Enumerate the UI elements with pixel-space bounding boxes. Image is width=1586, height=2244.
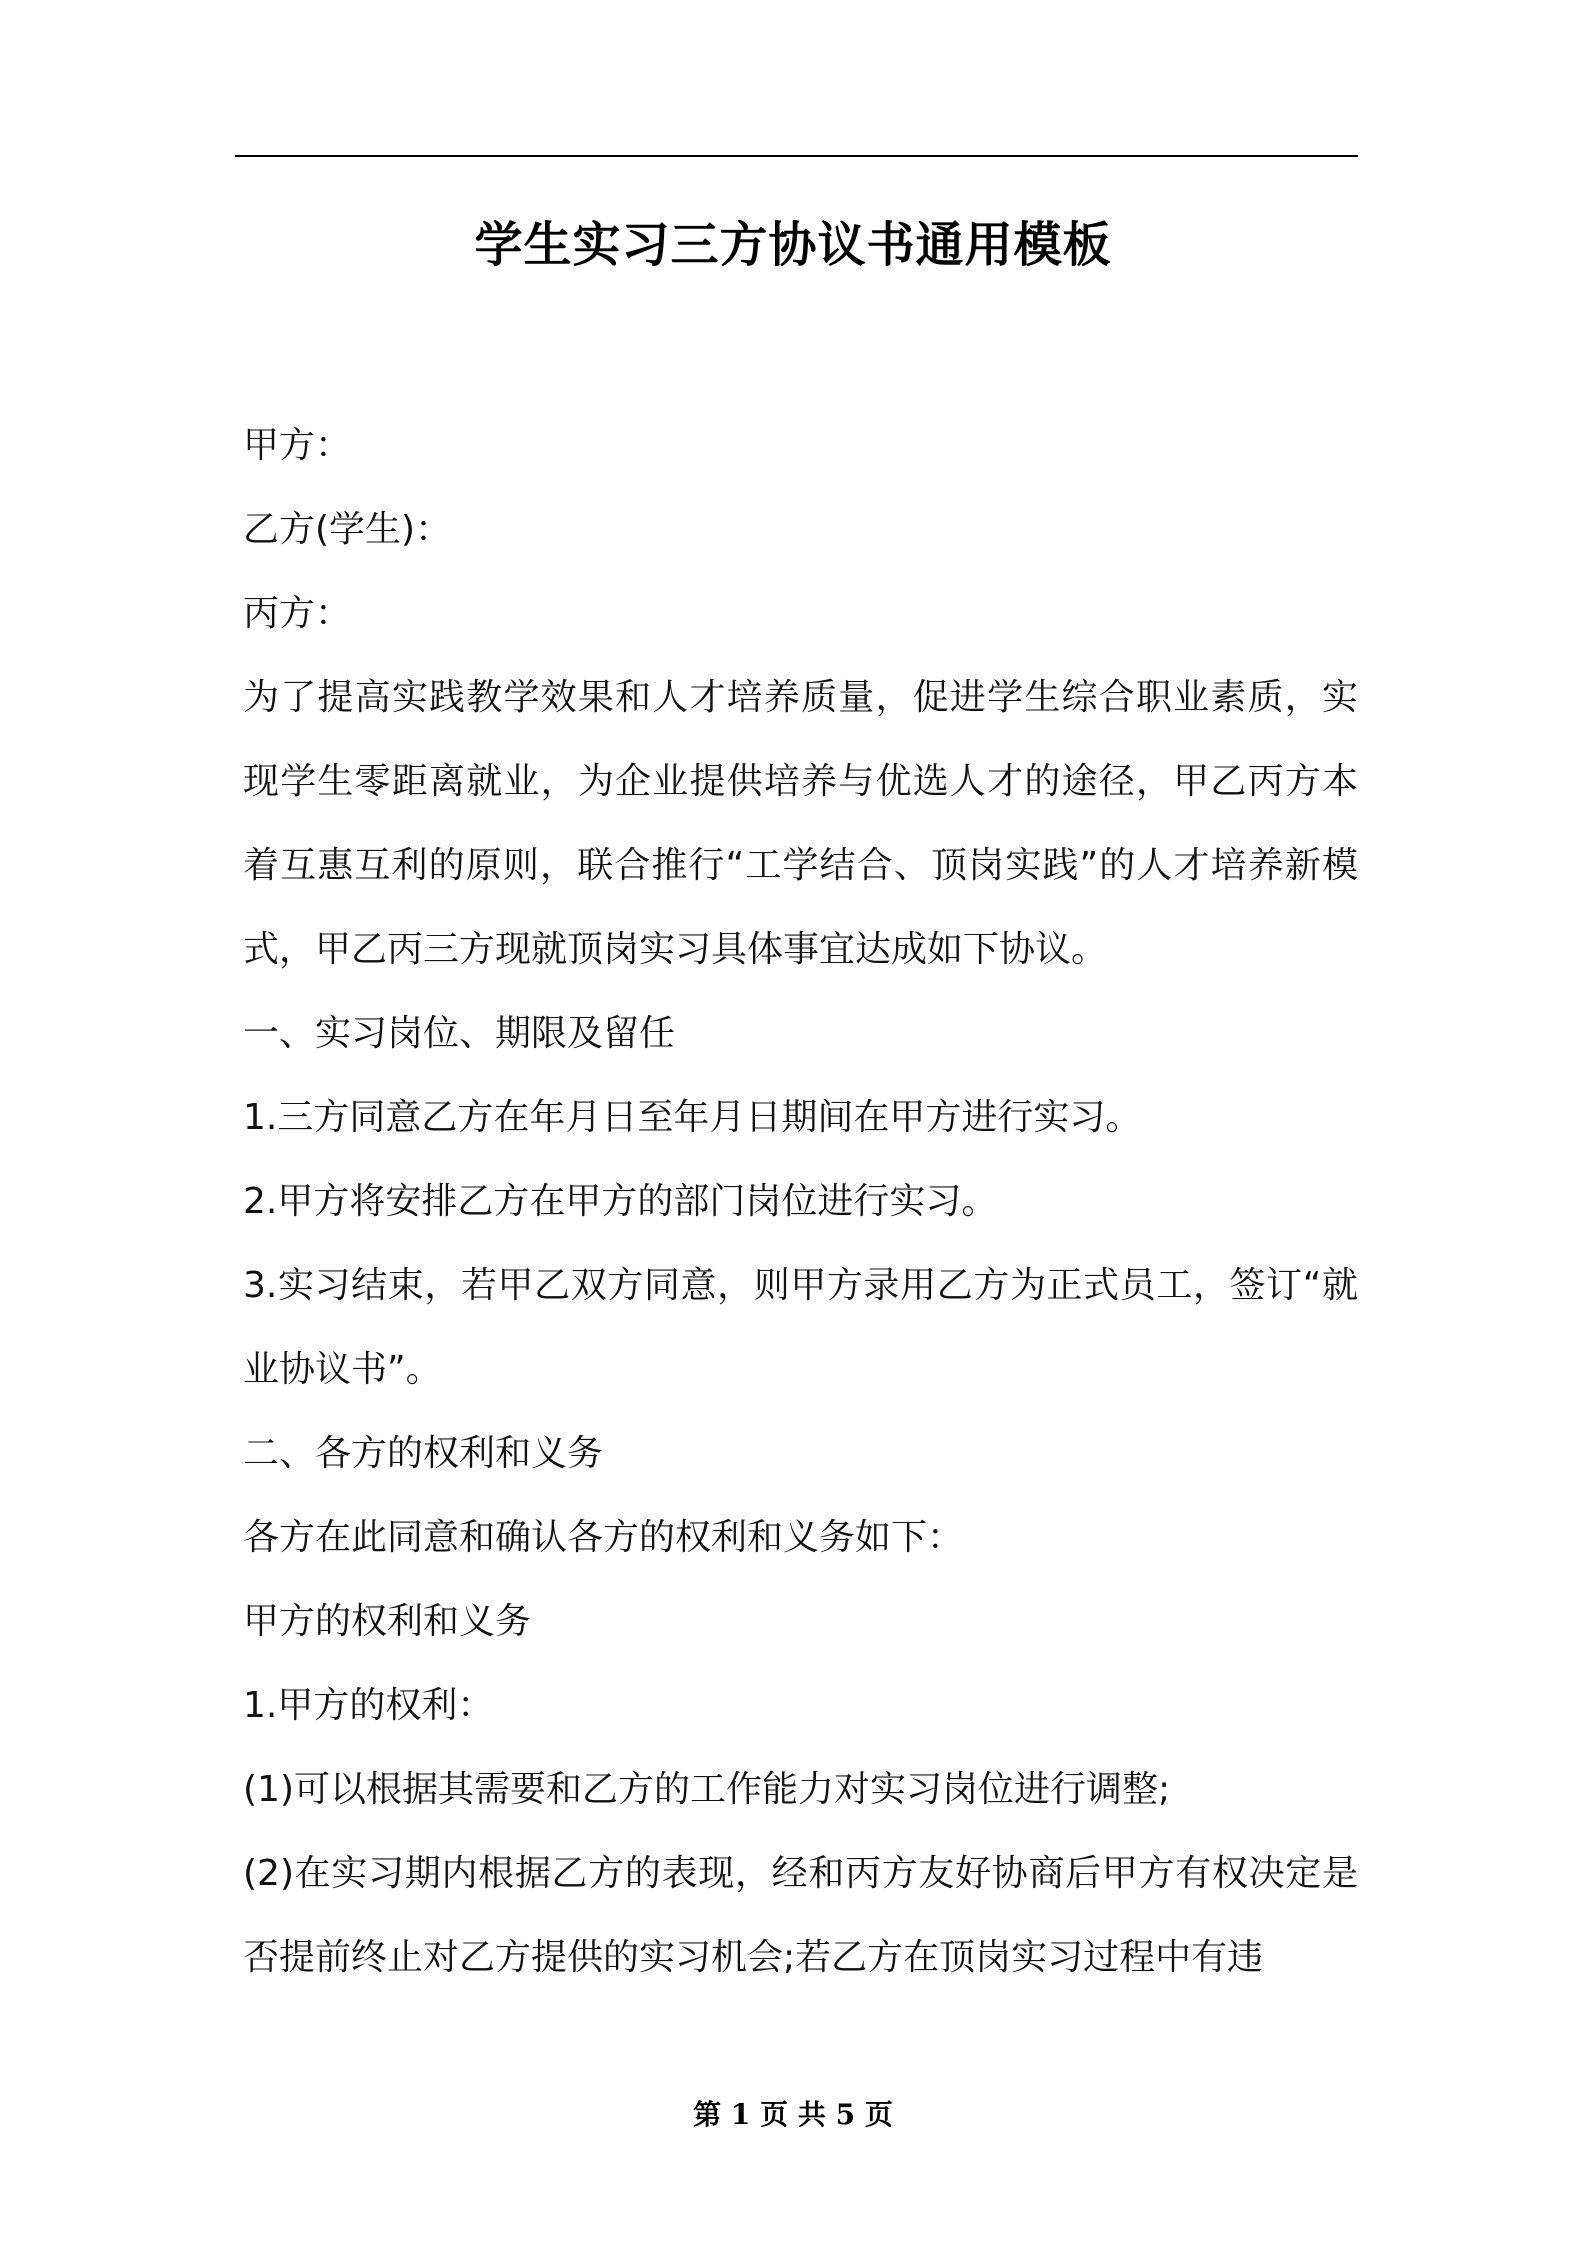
document-title: 学生实习三方协议书通用模板 xyxy=(474,217,1112,273)
document-body xyxy=(243,404,1358,2000)
section-2-intro: 各方在此同意和确认各方的权利和义务如下： xyxy=(243,1517,964,1558)
clause-1-3: 3.实习结束，若甲乙双方同意，则甲方录用乙方为正式员工，签订“就业协议书”。 xyxy=(243,1265,1358,1390)
header-divider xyxy=(235,155,1358,157)
party-b-line: 乙方(学生)： xyxy=(243,509,452,550)
section-heading-2: 二、各方的权利和义务 xyxy=(243,1433,604,1474)
party-c-line: 丙方： xyxy=(243,593,352,634)
clause-1-1: 1.三方同意乙方在年月日至年月日期间在甲方进行实习。 xyxy=(243,1097,1142,1138)
section-heading-1: 一、实习岗位、期限及留任 xyxy=(243,1013,676,1054)
party-a-line: 甲方： xyxy=(243,425,352,466)
rights-item-1: (1)可以根据其需要和乙方的工作能力对实习岗位进行调整; xyxy=(243,1769,1171,1810)
party-a-rights-heading: 甲方的权利和义务 xyxy=(243,1601,532,1642)
rights-item-2: (2)在实习期内根据乙方的表现，经和丙方友好协商后甲方有权决定是否提前终止对乙方提供的实习机会;若乙方在顶岗实习过程中有违 xyxy=(243,1853,1358,1978)
party-a-rights-subheading: 1.甲方的权利： xyxy=(243,1685,494,1726)
preamble-paragraph: 为了提高实践教学效果和人才培养质量，促进学生综合职业素质，实现学生零距离就业，为企业提供培养与优选人才的途径，甲乙丙方本着互惠互利的原则，联合推行“工学结合、顶岗实践”的人才培养新模式，甲乙丙三方现就顶岗实习具体事宜达成如下协议。 xyxy=(243,677,1358,970)
page-number-footer: 第 1 页 共 5 页 xyxy=(693,2098,893,2131)
clause-1-2: 2.甲方将安排乙方在甲方的部门岗位进行实习。 xyxy=(243,1181,998,1222)
